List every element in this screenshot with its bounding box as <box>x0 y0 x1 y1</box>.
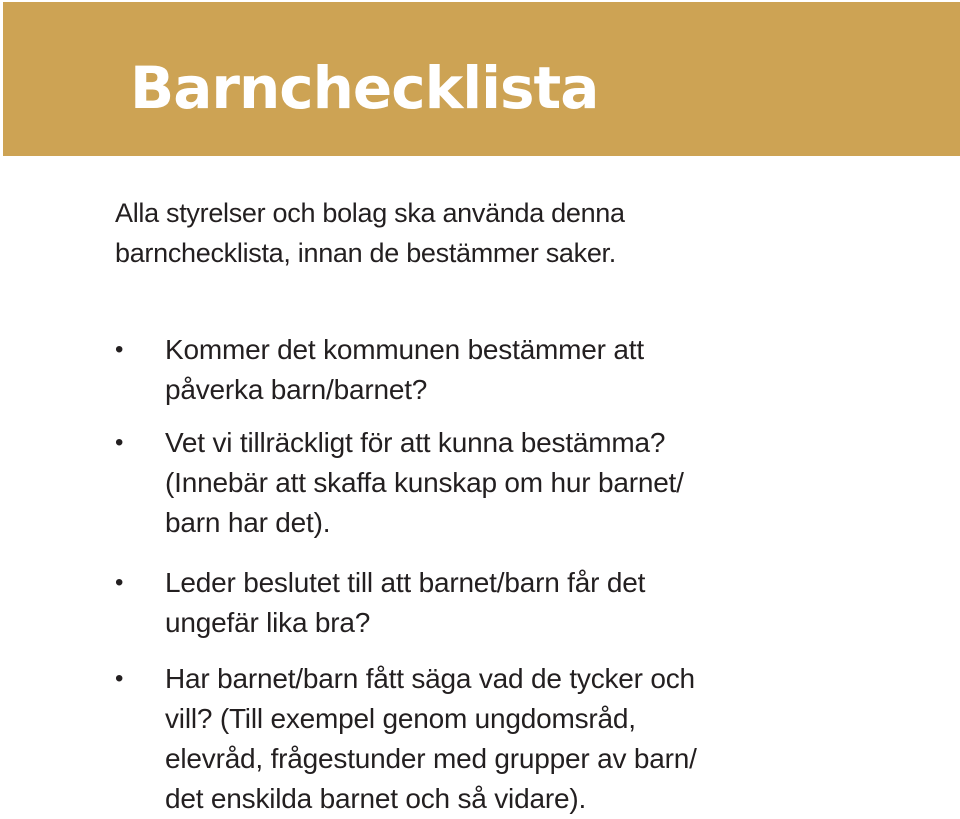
checklist-item-line: Har barnet/barn fått säga vad de tycker och <box>165 663 695 694</box>
intro-line: barnchecklista, innan de bestämmer saker. <box>115 238 616 268</box>
intro-paragraph <box>115 193 755 273</box>
page-title: Barnchecklista <box>130 54 599 122</box>
bullet-icon: • <box>115 665 124 692</box>
checklist-item-line: det enskilda barnet och så vidare). <box>165 783 587 814</box>
checklist-item-line: vill? (Till exempel genom ungdomsråd, <box>165 703 636 734</box>
checklist-item <box>115 423 805 543</box>
checklist-item-line: barn har det). <box>165 507 331 538</box>
bullet-icon: • <box>115 569 124 596</box>
checklist-item <box>115 563 805 643</box>
checklist-item-line: påverka barn/barnet? <box>165 374 428 405</box>
checklist-item-line: Leder beslutet till att barnet/barn får det <box>165 567 646 598</box>
checklist-item <box>115 659 805 819</box>
checklist-item <box>115 330 805 410</box>
checklist-item-line: ungefär lika bra? <box>165 607 371 638</box>
checklist-item-line: Vet vi tillräckligt för att kunna bestämma? <box>165 427 666 458</box>
checklist-item-line: (Innebär att skaffa kunskap om hur barnet/ <box>165 467 684 498</box>
bullet-icon: • <box>115 429 124 456</box>
intro-line: Alla styrelser och bolag ska använda denna <box>115 198 625 228</box>
checklist-item-line: Kommer det kommunen bestämmer att <box>165 334 644 365</box>
header-band <box>3 2 960 156</box>
bullet-icon: • <box>115 336 124 363</box>
checklist-item-line: elevråd, frågestunder med grupper av barn/ <box>165 743 697 774</box>
